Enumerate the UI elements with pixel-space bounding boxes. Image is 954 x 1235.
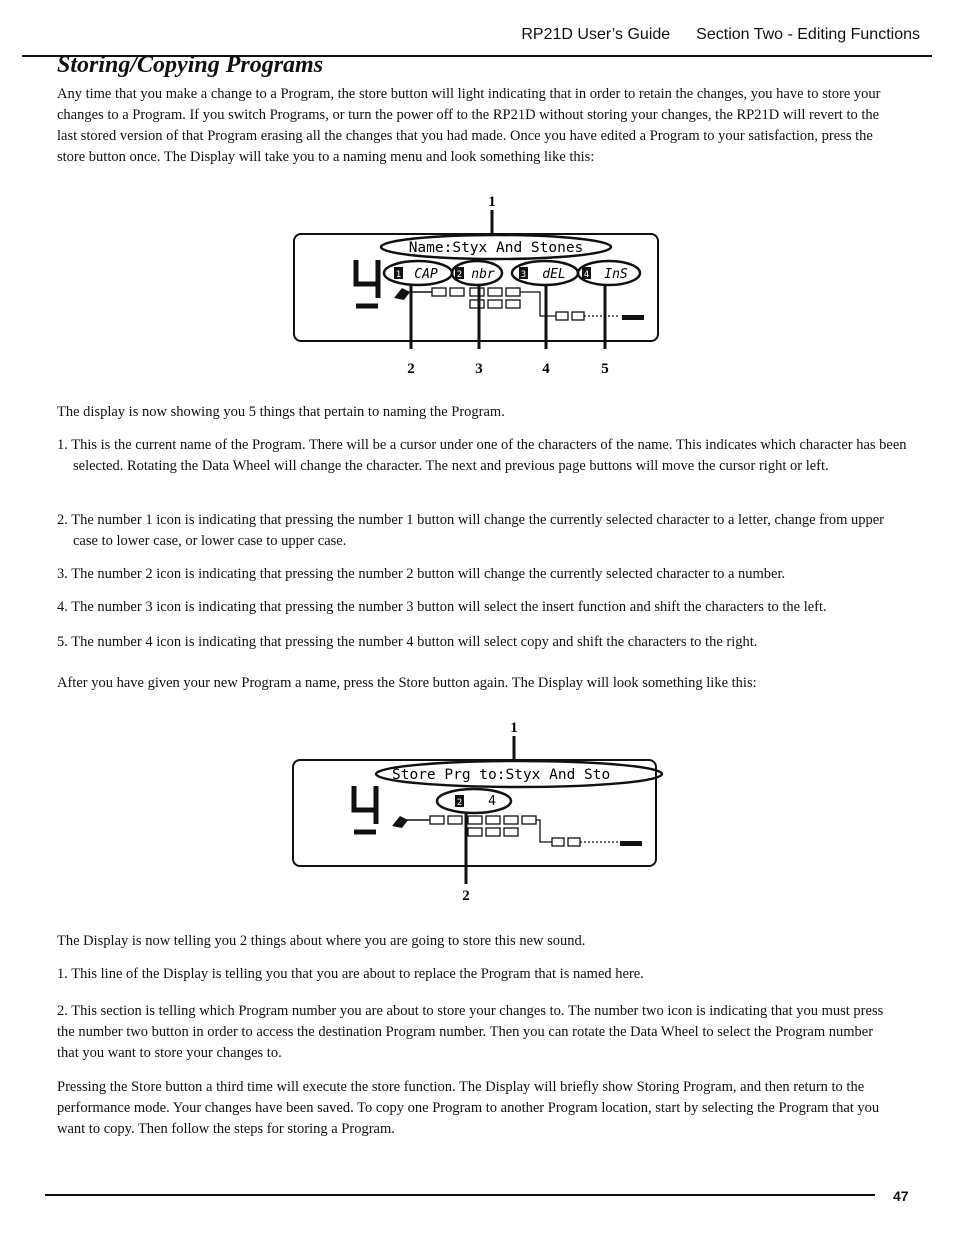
page-number: 47 bbox=[893, 1188, 909, 1204]
icon-number: 2 bbox=[456, 798, 463, 808]
list1-item-2: 2. The number 1 icon is indicating that pressing the number 1 button will change the currently selected character to a letter, change from upper case to lower case, or lower case to upper case. bbox=[57, 512, 884, 549]
program-digit-glyph bbox=[356, 260, 378, 298]
list2-item-2: 2. This section is telling which Program number you are about to store your changes to. The number two icon is indicating that you must press the number two button in order to access the destination Program number. Then you can rotate the Data Wheel to select the Program number that you want to store your changes to. bbox=[57, 1003, 884, 1061]
icon-label: CAP bbox=[414, 267, 438, 282]
level-bar bbox=[622, 315, 644, 320]
intro-paragraph: Any time that you make a change to a Program, the store button will light indicating that in order to retain the changes, you have to store your changes to a Program. If you switch Programs, or turn the power off to the RP21D without storing your changes, the RP21D will revert to the last stored version of that Program erasing all the changes that you had made. Once you have edited a Program to your satisfaction, press the store button once. The Display will take you to a naming menu and look something like this: bbox=[57, 86, 881, 165]
icon-number: 3 bbox=[520, 270, 527, 280]
list1-item-5: 5. The number 4 icon is indicating that pressing the number 4 button will select copy and shift the characters to the right. bbox=[57, 634, 758, 650]
program-number-value: 4 bbox=[488, 794, 496, 809]
page-header bbox=[495, 26, 920, 44]
icon-cap bbox=[384, 261, 452, 285]
program-number-icon bbox=[437, 789, 511, 813]
list1-item-4: 4. The number 3 icon is indicating that pressing the number 3 button will select the insert function and shift the characters to the left. bbox=[57, 599, 827, 615]
callout-label: 1 bbox=[488, 194, 496, 210]
callout-label: 1 bbox=[510, 720, 518, 736]
callout-lines bbox=[466, 736, 514, 884]
icon-label: nbr bbox=[471, 267, 495, 282]
callout-label: 2 bbox=[407, 361, 415, 377]
icon-del bbox=[512, 261, 578, 285]
lcd-name-text: Name:Styx And Stones bbox=[408, 240, 584, 256]
naming-display-figure bbox=[0, 188, 954, 383]
effects-chain-icon bbox=[430, 816, 618, 846]
icon-number: 2 bbox=[456, 270, 463, 280]
icon-nbr bbox=[452, 261, 502, 285]
icon-label: InS bbox=[604, 267, 628, 282]
lcd-store-text: Store Prg to:Styx And Sto bbox=[392, 767, 611, 783]
figure2-caption: The Display is now telling you 2 things about where you are going to store this new sound. bbox=[57, 933, 586, 949]
page-title: Storing/Copying Programs bbox=[57, 52, 324, 78]
guide-title: RP21D User’s Guide bbox=[521, 26, 671, 43]
figure1-caption: The display is now showing you 5 things that pertain to naming the Program. bbox=[57, 404, 505, 420]
effects-chain-icon bbox=[432, 288, 620, 320]
callout-label: 5 bbox=[601, 361, 609, 377]
list1-item-3: 3. The number 2 icon is indicating that pressing the number 2 button will change the currently selected character to a number. bbox=[57, 566, 786, 582]
level-bar bbox=[620, 841, 642, 846]
footer-rule bbox=[45, 1194, 875, 1196]
list1-item-1: 1. This is the current name of the Program. There will be a cursor under one of the characters of the name. This indicates which character has been selected. Rotating the Data Wheel will change the character. The next and previous page buttons will move the cursor right or left. bbox=[57, 437, 907, 474]
callout-label: 2 bbox=[462, 888, 470, 904]
guitar-icon bbox=[394, 288, 410, 300]
closing-paragraph: Pressing the Store button a third time will execute the store function. The Display will briefly show Storing Program, and then return to the performance mode. Your changes have been saved. To copy one Program to another Program location, start by selecting the Program that you want to copy. Then follow the steps for storing a Program. bbox=[57, 1079, 880, 1137]
section-title: Section Two - Editing Functions bbox=[696, 26, 920, 43]
callout-label: 4 bbox=[542, 361, 550, 377]
icon-number: 4 bbox=[583, 270, 590, 280]
icon-number: 1 bbox=[395, 270, 402, 280]
program-digit-glyph bbox=[354, 786, 376, 824]
store-display-figure bbox=[0, 714, 954, 909]
list2-item-1: 1. This line of the Display is telling you that you are about to replace the Program that is named here. bbox=[57, 966, 644, 982]
callout-lines bbox=[408, 210, 605, 349]
callout-label: 3 bbox=[475, 361, 483, 377]
guitar-icon bbox=[392, 816, 408, 828]
icon-ins bbox=[578, 261, 640, 285]
icon-label: dEL bbox=[542, 267, 566, 282]
after-name-paragraph: After you have given your new Program a name, press the Store button again. The Display will look something like this: bbox=[57, 675, 757, 691]
